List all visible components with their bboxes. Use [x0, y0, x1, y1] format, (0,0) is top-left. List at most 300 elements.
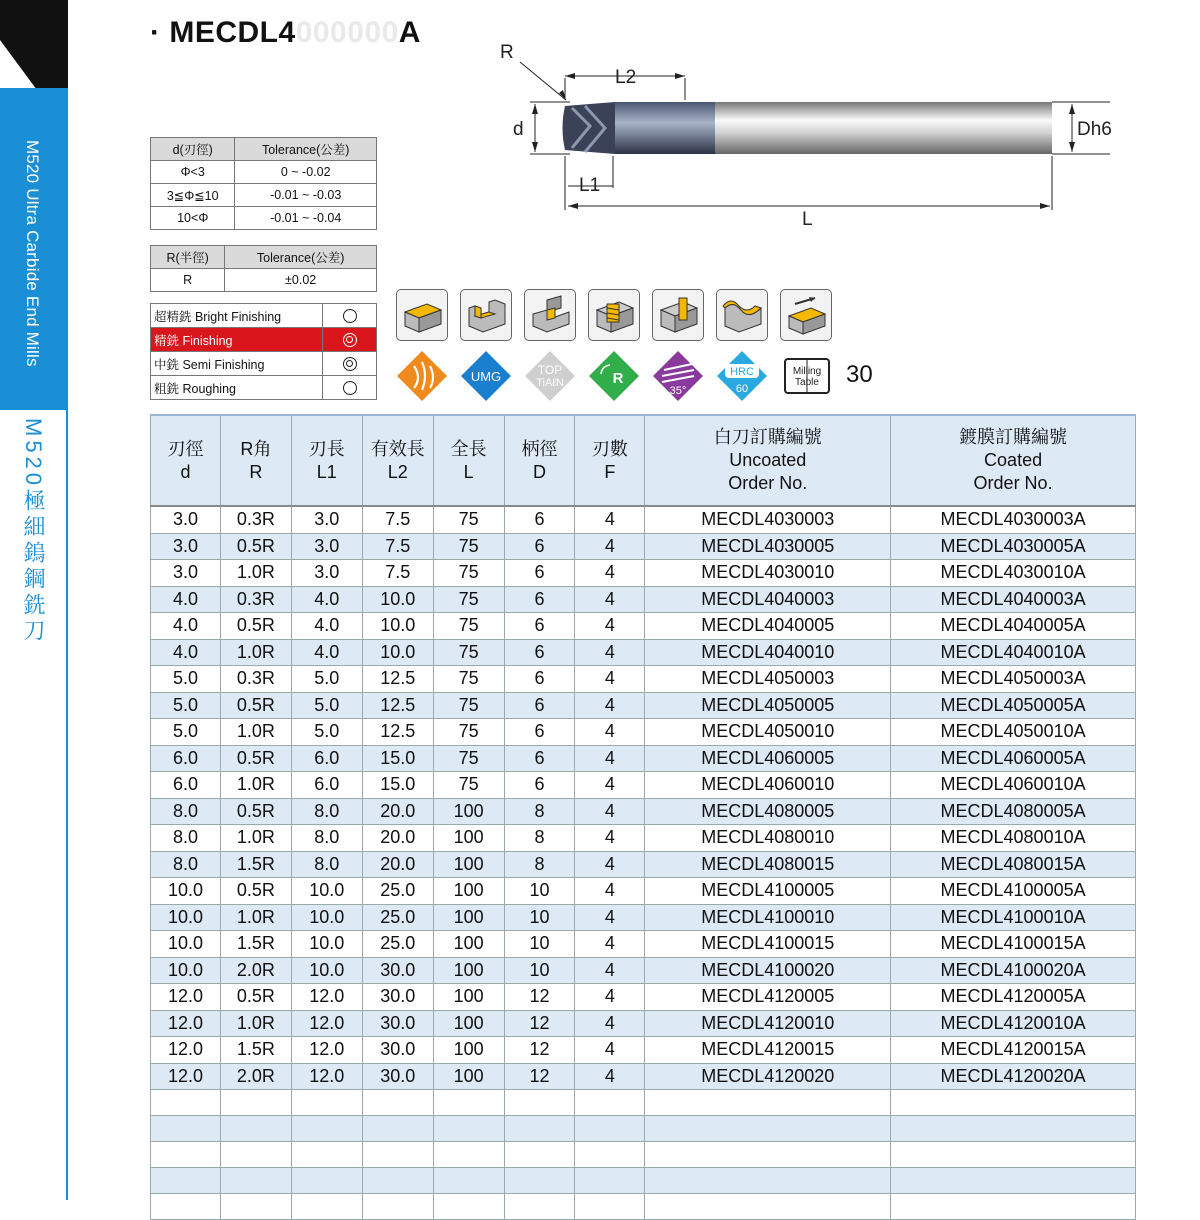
- cell-flutes: 4: [575, 666, 645, 693]
- cell-radius: 0.5R: [220, 692, 291, 719]
- cell-coated-order-no: MECDL4120010A: [891, 1010, 1136, 1037]
- cell-coated-order-no: MECDL4100010A: [891, 904, 1136, 931]
- dim-label-l2: L2: [615, 67, 637, 88]
- cell-coated-order-no: MECDL4060005A: [891, 745, 1136, 772]
- cell-uncoated-order-no: MECDL4040010: [645, 639, 891, 666]
- cell-radius: 0.3R: [220, 666, 291, 693]
- empty-cell: [291, 1142, 362, 1168]
- cell-diameter: 12.0: [151, 1010, 221, 1037]
- diameter-tolerance-table: [150, 137, 377, 230]
- helical-drilling-icon: [588, 289, 640, 341]
- cell-flute-length: 3.0: [291, 533, 362, 560]
- umg-badge: [460, 350, 512, 402]
- double-circle-icon: [343, 333, 357, 347]
- umg-text: UMG: [470, 369, 502, 384]
- cell-overall-length: 75: [433, 560, 504, 587]
- table-cell: R: [151, 269, 225, 292]
- cell-radius: 0.5R: [220, 533, 291, 560]
- cell-diameter: 6.0: [151, 745, 221, 772]
- empty-cell: [220, 1168, 291, 1194]
- table-row: [151, 745, 1136, 772]
- table-row: [151, 904, 1136, 931]
- shoulder-milling-icon: [524, 289, 576, 341]
- cell-shank-diameter: 6: [504, 613, 575, 640]
- cell-shank-diameter: 10: [504, 957, 575, 984]
- side-chinese-label: M520極細鎢鋼銑刀: [21, 418, 46, 646]
- cell-overall-length: 100: [433, 851, 504, 878]
- cell-coated-order-no: MECDL4100015A: [891, 931, 1136, 958]
- cell-flute-length: 10.0: [291, 878, 362, 905]
- finishing-row: [151, 352, 377, 376]
- cell-overall-length: 100: [433, 825, 504, 852]
- table-cell: 3≦Φ≦10: [151, 184, 235, 207]
- milling-table-line2: Table: [795, 377, 819, 388]
- cell-effective-length: 20.0: [362, 851, 433, 878]
- cell-coated-order-no: MECDL4040005A: [891, 613, 1136, 640]
- table-header: R(半徑): [151, 246, 225, 269]
- table-header: Tolerance(公差): [235, 138, 377, 161]
- cell-radius: 0.5R: [220, 798, 291, 825]
- cell-overall-length: 75: [433, 613, 504, 640]
- empty-cell: [891, 1116, 1136, 1142]
- col-header-flutes: 刃數 F: [575, 415, 645, 506]
- cell-overall-length: 75: [433, 692, 504, 719]
- cell-diameter: 5.0: [151, 666, 221, 693]
- cell-flute-length: 5.0: [291, 666, 362, 693]
- table-cell: 0 ~ -0.02: [235, 161, 377, 184]
- cell-uncoated-order-no: MECDL4050010: [645, 719, 891, 746]
- cell-shank-diameter: 8: [504, 825, 575, 852]
- cell-shank-diameter: 6: [504, 639, 575, 666]
- cell-flute-length: 5.0: [291, 692, 362, 719]
- cell-flute-length: 10.0: [291, 957, 362, 984]
- cell-uncoated-order-no: MECDL4120020: [645, 1063, 891, 1090]
- cell-flutes: 4: [575, 613, 645, 640]
- table-cell: ±0.02: [225, 269, 377, 292]
- table-row: [151, 533, 1136, 560]
- cell-flutes: 4: [575, 798, 645, 825]
- cell-effective-length: 30.0: [362, 1010, 433, 1037]
- title-ghost-digits: 000000: [295, 16, 399, 49]
- cell-flute-length: 3.0: [291, 506, 362, 533]
- cell-uncoated-order-no: MECDL4120010: [645, 1010, 891, 1037]
- cell-coated-order-no: MECDL4120005A: [891, 984, 1136, 1011]
- table-row: [151, 719, 1136, 746]
- cell-shank-diameter: 8: [504, 798, 575, 825]
- cell-diameter: 5.0: [151, 692, 221, 719]
- cell-coated-order-no: MECDL4040010A: [891, 639, 1136, 666]
- empty-cell: [504, 1142, 575, 1168]
- table-row: [151, 851, 1136, 878]
- dim-label-dh6: Dh6: [1077, 119, 1112, 140]
- empty-table-row: [151, 1142, 1136, 1168]
- hardness-badge: [716, 350, 768, 402]
- table-row: [151, 798, 1136, 825]
- cell-uncoated-order-no: MECDL4050003: [645, 666, 891, 693]
- table-row: [151, 586, 1136, 613]
- cell-flutes: 4: [575, 984, 645, 1011]
- cell-effective-length: 12.5: [362, 719, 433, 746]
- cell-uncoated-order-no: MECDL4030005: [645, 533, 891, 560]
- cell-overall-length: 75: [433, 639, 504, 666]
- cell-diameter: 4.0: [151, 639, 221, 666]
- plunge-milling-icon: [652, 289, 704, 341]
- empty-cell: [433, 1168, 504, 1194]
- empty-cell: [220, 1142, 291, 1168]
- cell-shank-diameter: 8: [504, 851, 575, 878]
- cell-flute-length: 12.0: [291, 1063, 362, 1090]
- empty-cell: [575, 1168, 645, 1194]
- cell-flute-length: 8.0: [291, 825, 362, 852]
- cell-flute-length: 3.0: [291, 560, 362, 587]
- cell-effective-length: 25.0: [362, 904, 433, 931]
- table-cell: -0.01 ~ -0.04: [235, 207, 377, 230]
- cell-coated-order-no: MECDL4120015A: [891, 1037, 1136, 1064]
- cell-shank-diameter: 6: [504, 560, 575, 587]
- cell-effective-length: 30.0: [362, 1063, 433, 1090]
- corner-radius-badge: [588, 350, 640, 402]
- table-cell: 10<Φ: [151, 207, 235, 230]
- empty-cell: [891, 1194, 1136, 1220]
- cell-radius: 1.0R: [220, 1010, 291, 1037]
- table-row: [151, 666, 1136, 693]
- cell-overall-length: 100: [433, 931, 504, 958]
- table-row: [151, 825, 1136, 852]
- cell-coated-order-no: MECDL4030010A: [891, 560, 1136, 587]
- cell-overall-length: 100: [433, 1010, 504, 1037]
- profile-milling-icon: [716, 289, 768, 341]
- empty-cell: [151, 1194, 221, 1220]
- cell-flutes: 4: [575, 1037, 645, 1064]
- cell-radius: 2.0R: [220, 957, 291, 984]
- cell-shank-diameter: 6: [504, 533, 575, 560]
- table-cell: -0.01 ~ -0.03: [235, 184, 377, 207]
- empty-cell: [504, 1194, 575, 1220]
- cell-radius: 1.0R: [220, 560, 291, 587]
- empty-cell: [645, 1116, 891, 1142]
- empty-cell: [433, 1090, 504, 1116]
- cell-radius: 1.0R: [220, 719, 291, 746]
- col-header-uncoated-order-no: 白刀訂購編號 Uncoated Order No.: [645, 415, 891, 506]
- helix-angle-badge: [652, 350, 704, 402]
- cell-uncoated-order-no: MECDL4030010: [645, 560, 891, 587]
- empty-cell: [575, 1116, 645, 1142]
- table-cell: Φ<3: [151, 161, 235, 184]
- cell-effective-length: 10.0: [362, 613, 433, 640]
- cell-coated-order-no: MECDL4040003A: [891, 586, 1136, 613]
- cell-effective-length: 12.5: [362, 692, 433, 719]
- cell-radius: 0.5R: [220, 984, 291, 1011]
- empty-cell: [362, 1142, 433, 1168]
- cell-effective-length: 30.0: [362, 957, 433, 984]
- empty-cell: [645, 1168, 891, 1194]
- title-prefix: MECDL4: [169, 16, 296, 49]
- cell-coated-order-no: MECDL4030005A: [891, 533, 1136, 560]
- cell-flute-length: 12.0: [291, 1010, 362, 1037]
- col-header-overall-length: 全長 L: [433, 415, 504, 506]
- dim-label-l1: L1: [579, 175, 601, 196]
- table-row: [151, 1037, 1136, 1064]
- cell-overall-length: 75: [433, 506, 504, 533]
- empty-cell: [291, 1168, 362, 1194]
- empty-cell: [645, 1142, 891, 1168]
- cell-shank-diameter: 10: [504, 904, 575, 931]
- cell-flute-length: 12.0: [291, 984, 362, 1011]
- cell-coated-order-no: MECDL4060010A: [891, 772, 1136, 799]
- empty-cell: [891, 1168, 1136, 1194]
- cell-shank-diameter: 12: [504, 1037, 575, 1064]
- helix-text: 35°: [669, 385, 687, 397]
- cell-uncoated-order-no: MECDL4100015: [645, 931, 891, 958]
- side-rule: [66, 400, 68, 1200]
- cell-flutes: 4: [575, 533, 645, 560]
- cell-radius: 1.5R: [220, 931, 291, 958]
- cell-coated-order-no: MECDL4050005A: [891, 692, 1136, 719]
- cell-effective-length: 10.0: [362, 586, 433, 613]
- cell-flute-length: 4.0: [291, 586, 362, 613]
- cell-overall-length: 75: [433, 745, 504, 772]
- cell-uncoated-order-no: MECDL4120005: [645, 984, 891, 1011]
- cell-coated-order-no: MECDL4080015A: [891, 851, 1136, 878]
- cell-diameter: 6.0: [151, 772, 221, 799]
- empty-table-row: [151, 1090, 1136, 1116]
- empty-cell: [575, 1194, 645, 1220]
- cell-diameter: 3.0: [151, 533, 221, 560]
- finishing-row: [151, 376, 377, 400]
- single-circle-icon: [343, 381, 357, 395]
- cell-diameter: 12.0: [151, 984, 221, 1011]
- cell-overall-length: 100: [433, 984, 504, 1011]
- cell-radius: 0.3R: [220, 586, 291, 613]
- table-row: [151, 613, 1136, 640]
- cell-shank-diameter: 6: [504, 719, 575, 746]
- cell-overall-length: 75: [433, 533, 504, 560]
- table-row: [151, 506, 1136, 533]
- empty-cell: [220, 1090, 291, 1116]
- cell-flutes: 4: [575, 851, 645, 878]
- cell-effective-length: 25.0: [362, 878, 433, 905]
- table-row: [151, 931, 1136, 958]
- finishing-label: 超精銑 Bright Finishing: [151, 304, 323, 328]
- cell-shank-diameter: 6: [504, 666, 575, 693]
- cell-flute-length: 6.0: [291, 745, 362, 772]
- cell-flutes: 4: [575, 745, 645, 772]
- cell-overall-length: 100: [433, 957, 504, 984]
- empty-cell: [151, 1142, 221, 1168]
- col-header-effective-length: 有效長 L2: [362, 415, 433, 506]
- cell-shank-diameter: 6: [504, 772, 575, 799]
- tool-neck: [615, 102, 715, 154]
- empty-cell: [291, 1194, 362, 1220]
- cell-effective-length: 7.5: [362, 560, 433, 587]
- table-header: d(刃徑): [151, 138, 235, 161]
- coating-badge: [524, 350, 576, 402]
- cell-flute-length: 12.0: [291, 1037, 362, 1064]
- empty-cell: [891, 1090, 1136, 1116]
- empty-cell: [504, 1168, 575, 1194]
- cell-diameter: 10.0: [151, 878, 221, 905]
- side-english-label: M520 Ultra Carbide End Mills: [23, 140, 42, 367]
- table-row: [151, 1063, 1136, 1090]
- cell-effective-length: 12.5: [362, 666, 433, 693]
- cell-shank-diameter: 6: [504, 745, 575, 772]
- empty-table-row: [151, 1194, 1136, 1220]
- empty-cell: [220, 1116, 291, 1142]
- coating-line2: TiAℓN: [536, 377, 564, 389]
- cell-effective-length: 25.0: [362, 931, 433, 958]
- empty-cell: [891, 1142, 1136, 1168]
- cell-flutes: 4: [575, 957, 645, 984]
- cell-uncoated-order-no: MECDL4060005: [645, 745, 891, 772]
- cell-radius: 1.0R: [220, 772, 291, 799]
- cell-radius: 1.5R: [220, 1037, 291, 1064]
- empty-cell: [645, 1194, 891, 1220]
- cell-coated-order-no: MECDL4100020A: [891, 957, 1136, 984]
- cell-flutes: 4: [575, 560, 645, 587]
- empty-cell: [645, 1090, 891, 1116]
- empty-table-row: [151, 1168, 1136, 1194]
- cell-diameter: 8.0: [151, 798, 221, 825]
- end-mill-drawing: [480, 38, 1130, 238]
- cell-shank-diameter: 12: [504, 1063, 575, 1090]
- face-milling-icon: [396, 289, 448, 341]
- dim-label-l: L: [802, 209, 813, 230]
- cell-flute-length: 6.0: [291, 772, 362, 799]
- milling-table-line1: Milling: [792, 366, 822, 377]
- cell-flute-length: 10.0: [291, 931, 362, 958]
- empty-cell: [362, 1090, 433, 1116]
- cell-overall-length: 100: [433, 798, 504, 825]
- col-header-shank-diameter: 柄徑 D: [504, 415, 575, 506]
- cell-uncoated-order-no: MECDL4080015: [645, 851, 891, 878]
- empty-cell: [362, 1116, 433, 1142]
- table-row: [151, 957, 1136, 984]
- table-row: [151, 878, 1136, 905]
- order-number-table: [150, 414, 1136, 1220]
- cell-effective-length: 20.0: [362, 825, 433, 852]
- cell-uncoated-order-no: MECDL4040005: [645, 613, 891, 640]
- cell-flutes: 4: [575, 586, 645, 613]
- table-row: [151, 692, 1136, 719]
- cell-uncoated-order-no: MECDL4060010: [645, 772, 891, 799]
- cell-overall-length: 75: [433, 666, 504, 693]
- cell-shank-diameter: 12: [504, 984, 575, 1011]
- cell-flutes: 4: [575, 825, 645, 852]
- cell-diameter: 12.0: [151, 1037, 221, 1064]
- cell-flutes: 4: [575, 931, 645, 958]
- empty-cell: [291, 1090, 362, 1116]
- empty-cell: [151, 1116, 221, 1142]
- double-circle-icon: [343, 357, 357, 371]
- cell-radius: 0.3R: [220, 506, 291, 533]
- finishing-label: 中銑 Semi Finishing: [151, 352, 323, 376]
- cell-coated-order-no: MECDL4030003A: [891, 506, 1136, 533]
- table-row: [151, 772, 1136, 799]
- cell-uncoated-order-no: MECDL4100020: [645, 957, 891, 984]
- cell-radius: 1.0R: [220, 639, 291, 666]
- cell-flute-length: 10.0: [291, 904, 362, 931]
- cell-uncoated-order-no: MECDL4030003: [645, 506, 891, 533]
- cell-diameter: 10.0: [151, 931, 221, 958]
- cell-diameter: 8.0: [151, 825, 221, 852]
- empty-cell: [220, 1194, 291, 1220]
- cell-uncoated-order-no: MECDL4040003: [645, 586, 891, 613]
- cell-overall-length: 100: [433, 878, 504, 905]
- empty-cell: [151, 1168, 221, 1194]
- cell-shank-diameter: 12: [504, 1010, 575, 1037]
- col-header-radius: R角 R: [220, 415, 291, 506]
- dim-label-d: d: [513, 119, 524, 140]
- cell-effective-length: 10.0: [362, 639, 433, 666]
- cell-shank-diameter: 6: [504, 692, 575, 719]
- cell-flutes: 4: [575, 1010, 645, 1037]
- table-header: Tolerance(公差): [225, 246, 377, 269]
- cell-effective-length: 15.0: [362, 772, 433, 799]
- cell-coated-order-no: MECDL4050003A: [891, 666, 1136, 693]
- empty-cell: [362, 1168, 433, 1194]
- cell-diameter: 5.0: [151, 719, 221, 746]
- cell-flutes: 4: [575, 692, 645, 719]
- empty-cell: [433, 1142, 504, 1168]
- cell-flutes: 4: [575, 772, 645, 799]
- cell-flutes: 4: [575, 904, 645, 931]
- empty-cell: [504, 1090, 575, 1116]
- empty-cell: [291, 1116, 362, 1142]
- empty-cell: [575, 1142, 645, 1168]
- finishing-label: 精銑 Finishing: [151, 328, 323, 352]
- empty-cell: [362, 1194, 433, 1220]
- radius-tolerance-table: [150, 245, 377, 292]
- cell-flute-length: 4.0: [291, 639, 362, 666]
- table-row: [151, 560, 1136, 587]
- hrc-label: HRC: [730, 366, 754, 378]
- cell-flutes: 4: [575, 639, 645, 666]
- cell-flutes: 4: [575, 1063, 645, 1090]
- empty-table-row: [151, 1116, 1136, 1142]
- cell-diameter: 4.0: [151, 613, 221, 640]
- cell-overall-length: 100: [433, 1037, 504, 1064]
- empty-cell: [433, 1194, 504, 1220]
- empty-cell: [433, 1116, 504, 1142]
- cell-shank-diameter: 6: [504, 506, 575, 533]
- coating-line1: TOP: [537, 363, 563, 377]
- cell-radius: 0.5R: [220, 745, 291, 772]
- cell-overall-length: 75: [433, 719, 504, 746]
- cell-diameter: 10.0: [151, 904, 221, 931]
- cell-overall-length: 75: [433, 586, 504, 613]
- cell-coated-order-no: MECDL4120020A: [891, 1063, 1136, 1090]
- single-circle-icon: [343, 309, 357, 323]
- empty-cell: [151, 1090, 221, 1116]
- cell-uncoated-order-no: MECDL4050005: [645, 692, 891, 719]
- table-row: [151, 639, 1136, 666]
- cell-radius: 1.0R: [220, 904, 291, 931]
- finishing-row-highlighted: [151, 328, 377, 352]
- cell-uncoated-order-no: MECDL4080005: [645, 798, 891, 825]
- cell-radius: 0.5R: [220, 613, 291, 640]
- cell-coated-order-no: MECDL4080005A: [891, 798, 1136, 825]
- table-row: [151, 1010, 1136, 1037]
- dim-label-r: R: [500, 42, 514, 63]
- cell-diameter: 10.0: [151, 957, 221, 984]
- cell-diameter: 3.0: [151, 560, 221, 587]
- cell-uncoated-order-no: MECDL4120015: [645, 1037, 891, 1064]
- hrc-value: 60: [735, 383, 749, 395]
- ramping-icon: [780, 289, 832, 341]
- cell-flute-length: 5.0: [291, 719, 362, 746]
- table-row: [151, 984, 1136, 1011]
- cell-effective-length: 30.0: [362, 984, 433, 1011]
